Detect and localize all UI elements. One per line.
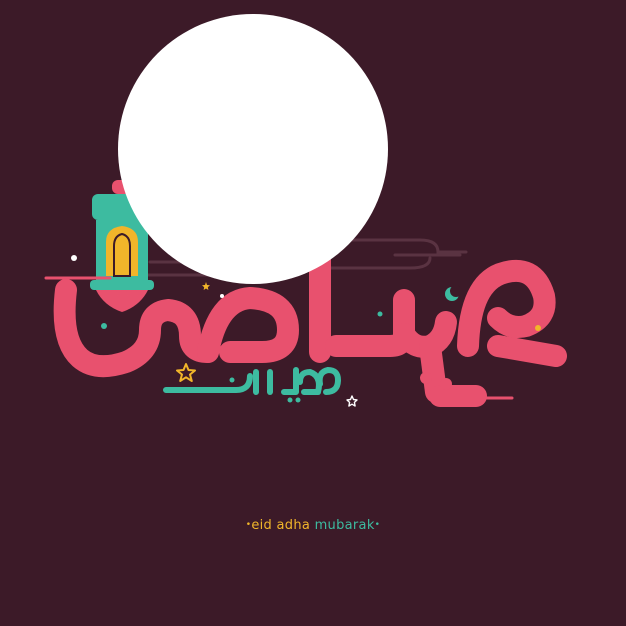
decorative-dot <box>71 255 77 261</box>
tagline-dot-left: • <box>245 520 252 530</box>
decorative-dot <box>378 312 383 317</box>
photo-placeholder-circle <box>118 14 388 284</box>
tagline-part2: mubarak <box>314 518 375 533</box>
tagline-dot-right: • <box>374 520 381 530</box>
tagline <box>0 518 626 533</box>
star-icon <box>177 364 195 381</box>
star-icon <box>202 282 210 290</box>
decorative-dot <box>535 325 541 331</box>
decorative-dot <box>101 323 107 329</box>
crescent-moon-icon <box>445 285 462 301</box>
tagline-part1: eid adha <box>251 518 311 533</box>
decorative-dot <box>220 294 224 298</box>
star-icon <box>347 396 357 406</box>
